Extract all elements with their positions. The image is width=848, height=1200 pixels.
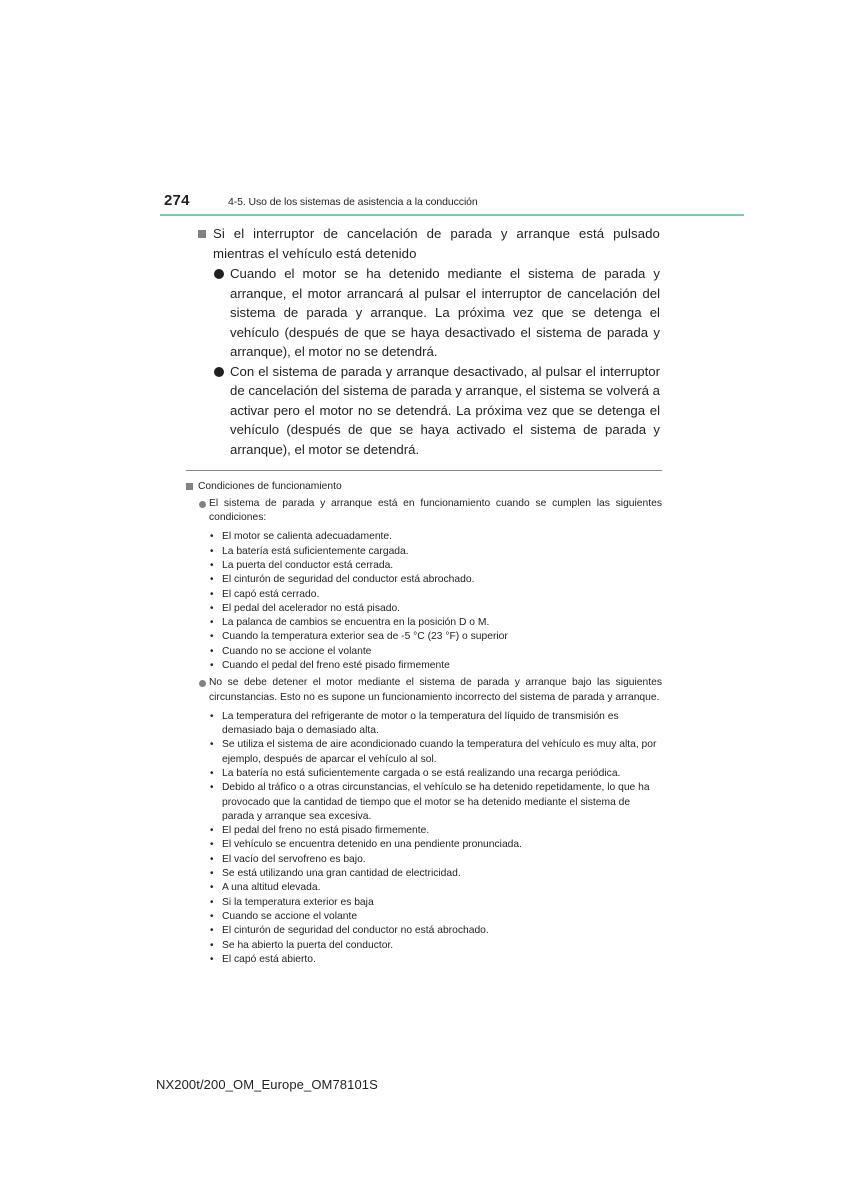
middle-dot-icon: • [210, 660, 214, 672]
condition-item-text: La palanca de cambios se encuentra en la posición D o M. [222, 617, 490, 629]
condition-item [186, 853, 662, 867]
list-item-text: Cuando el motor se ha detenido mediante el sistema de parada y arranque, el motor arrancará al pulsar el interruptor de cancelación del sistema de parada y arranque. La próxima vez que se detenga el vehículo (después de que se haya desactivado el sistema de parada y arranque), el motor no se detendrá. [230, 266, 660, 359]
condition-item-text: Cuando la temperatura exterior sea de -5 °C (23 °F) o superior [222, 631, 508, 643]
condition-item [186, 616, 662, 630]
list-item [196, 264, 660, 362]
page-header [0, 0, 848, 220]
condition-item-text: El pedal del acelerador no está pisado. [222, 602, 401, 614]
condition-item-text: Se ha abierto la puerta del conductor. [222, 939, 394, 951]
condition-item [186, 645, 662, 659]
middle-dot-icon: • [210, 825, 214, 837]
bullet-dot-icon [199, 501, 206, 508]
middle-dot-icon: • [210, 560, 214, 571]
middle-dot-icon: • [210, 588, 214, 600]
square-bullet-icon [186, 483, 193, 490]
condition-item [186, 896, 662, 910]
condition-item-text: Cuando se accione el volante [222, 910, 358, 922]
condition-item [186, 824, 662, 838]
document-code: NX200t/200_OM_Europe_OM78101S [156, 1077, 378, 1092]
condition-item [186, 545, 662, 559]
condition-item-text: El vehículo se encuentra detenido en una pendiente pronunciada. [222, 839, 522, 851]
middle-dot-icon: • [210, 617, 214, 629]
condition-item-text: El cinturón de seguridad del conductor no está abrochado. [222, 925, 489, 937]
middle-dot-icon: • [210, 739, 214, 751]
square-bullet-icon [198, 230, 206, 238]
middle-dot-icon: • [210, 896, 214, 908]
condition-item [186, 659, 662, 673]
middle-dot-icon: • [210, 939, 214, 951]
middle-dot-icon: • [210, 782, 214, 794]
bullet-dot-icon [214, 367, 224, 377]
condition-item [186, 630, 662, 644]
list-item [196, 362, 660, 460]
condition-item-text: La batería está suficientemente cargada. [222, 545, 409, 557]
condition-item-text: Cuando no se accione el volante [222, 645, 372, 657]
operating-conditions-section [186, 479, 662, 969]
bullet-dot-icon [199, 680, 206, 687]
condition-intro: El sistema de parada y arranque está en funcionamiento cuando se cumplen las siguientes condiciones: [209, 498, 662, 524]
condition-item-text: La puerta del conductor está cerrada. [222, 560, 394, 571]
condition-item-text: Si la temperatura exterior es baja [222, 896, 374, 908]
middle-dot-icon: • [210, 602, 214, 614]
middle-dot-icon: • [210, 853, 214, 865]
condition-item [186, 953, 662, 967]
list-item-text: Con el sistema de parada y arranque desactivado, al pulsar el interruptor de cancelación del sistema de parada y arranque, el sistema se volverá a activar pero el motor no se detendrá. La próxima vez que se detenga el vehículo (después de que se haya activado el sistema de parada y arranque), el motor se detendrá. [230, 363, 660, 457]
start-stop-cancel-section [196, 224, 660, 459]
condition-item-text: El cinturón de seguridad del conductor está abrochado. [222, 574, 475, 586]
condition-item-text: La temperatura del refrigerante de motor o la temperatura del líquido de transmisión es demasiado baja o demasiado alta. [222, 710, 619, 737]
middle-dot-icon: • [210, 953, 214, 965]
middle-dot-icon: • [210, 925, 214, 937]
condition-item [186, 588, 662, 602]
condition-item-text: A una altitud elevada. [222, 882, 321, 894]
middle-dot-icon: • [210, 574, 214, 586]
condition-item-text: El capó está cerrado. [222, 588, 320, 600]
section-title: 4-5. Uso de los sistemas de asistencia a la conducción [228, 196, 478, 208]
condition-item [186, 924, 662, 938]
condition-item [186, 602, 662, 616]
section-heading-text: Si el interruptor de cancelación de parada y arranque está pulsado mientras el vehículo está detenido [213, 226, 660, 261]
condition-item-text: El capó está abierto. [222, 953, 316, 965]
condition-item-text: La batería no está suficientemente cargada o se está realizando una recarga periódica. [222, 767, 621, 779]
condition-items [186, 530, 662, 673]
section-divider [186, 470, 662, 471]
condition-item [186, 530, 662, 544]
condition-item-text: El pedal del freno no está pisado firmemente. [222, 825, 430, 837]
condition-item [186, 781, 662, 824]
header-rule [160, 214, 744, 216]
condition-item [186, 867, 662, 881]
condition-item [186, 738, 662, 767]
condition-item [186, 910, 662, 924]
condition-item [186, 710, 662, 739]
middle-dot-icon: • [210, 531, 214, 543]
middle-dot-icon: • [210, 882, 214, 894]
condition-intro: No se debe detener el motor mediante el sistema de parada y arranque bajo las siguientes circunstancias. Esto no es supone un funcionamiento incorrecto del sistema de parada y arranque. [209, 677, 662, 703]
section-heading [196, 224, 660, 264]
condition-item-text: Debido al tráfico o a otras circunstancias, el vehículo se ha detenido repetidamente, lo que ha provocado que la cantidad de tiempo que el motor se ha detenido mediante el sistema de parada y arranque sea excesiva. [222, 782, 650, 822]
bullet-list [196, 264, 660, 459]
middle-dot-icon: • [210, 767, 214, 779]
page-number: 274 [164, 192, 190, 209]
conditions-heading-text: Condiciones de funcionamiento [198, 481, 342, 492]
middle-dot-icon: • [210, 631, 214, 643]
condition-item-text: Se utiliza el sistema de aire acondicionado cuando la temperatura del vehículo es muy alta, por ejemplo, después de aparcar el vehículo al sol. [222, 739, 657, 765]
condition-item-text: Cuando el pedal del freno esté pisado firmemente [222, 660, 450, 672]
middle-dot-icon: • [210, 839, 214, 851]
middle-dot-icon: • [210, 868, 214, 880]
condition-items [186, 710, 662, 967]
condition-item [186, 939, 662, 953]
conditions-heading [186, 479, 662, 494]
condition-item-text: El vacío del servofreno es bajo. [222, 853, 366, 865]
condition-item [186, 573, 662, 587]
condition-item [186, 559, 662, 573]
condition-group [186, 676, 662, 704]
middle-dot-icon: • [210, 645, 214, 657]
condition-group [186, 497, 662, 525]
bullet-dot-icon [214, 269, 224, 279]
middle-dot-icon: • [210, 910, 214, 922]
condition-item [186, 881, 662, 895]
condition-item-text: El motor se calienta adecuadamente. [222, 531, 392, 543]
condition-item [186, 767, 662, 781]
middle-dot-icon: • [210, 545, 214, 557]
condition-item-text: Se está utilizando una gran cantidad de electricidad. [222, 868, 461, 880]
middle-dot-icon: • [210, 710, 214, 722]
condition-item [186, 838, 662, 852]
